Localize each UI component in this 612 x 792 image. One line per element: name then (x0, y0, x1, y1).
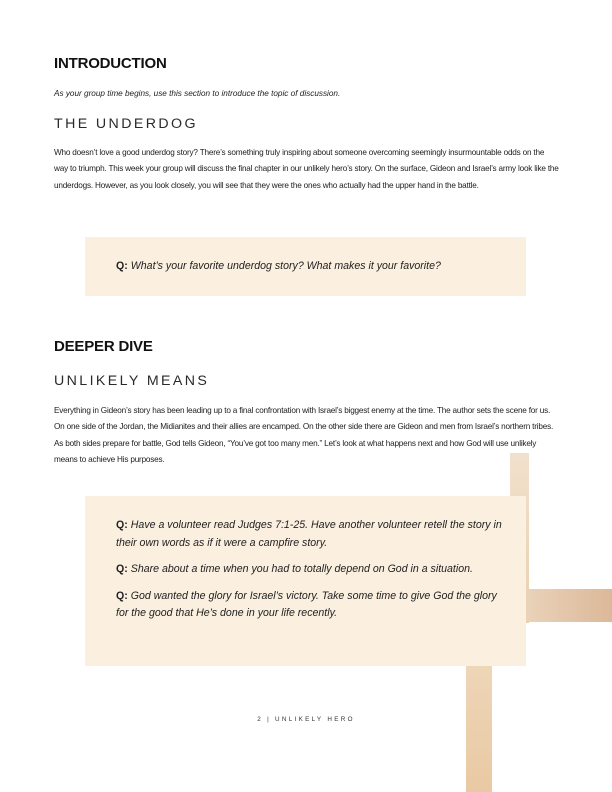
deeper-dive-title: DEEPER DIVE (54, 338, 153, 355)
question-text: Share about a time when you had to totally depend on God in a situation. (130, 563, 473, 575)
unlikely-means-subheading: UNLIKELY MEANS (54, 373, 210, 389)
intro-question-box (85, 237, 526, 296)
page-footer: 2 | UNLIKELY HERO (257, 716, 355, 723)
question-text: What’s your favorite underdog story? What makes it your favorite? (130, 260, 441, 272)
question-label: Q: (116, 260, 128, 272)
decorative-cross-bar-horizontal (512, 589, 612, 622)
deeper-dive-question-box (85, 496, 526, 666)
question-text: Have a volunteer read Judges 7:1-25. Have another volunteer retell the story in their own words as if it were a campfire story. (116, 519, 502, 549)
question-label: Q: (116, 589, 128, 602)
introduction-title: INTRODUCTION (54, 55, 167, 72)
question-item (116, 517, 502, 552)
question-item (116, 588, 502, 623)
underdog-paragraph: Who doesn’t love a good underdog story? There’s something truly inspiring about someone overcoming seemingly insurmountable odds on the way to triumph. This week your group will discuss the final chapter in our unlikely hero’s story. On the surface, Gideon and Israel’s army look like the underdogs. However, as you look closely, you will see that they were the ones who actually had the upper hand in the battle. (54, 148, 559, 190)
introduction-note: As your group time begins, use this section to introduce the topic of discussion. (54, 89, 341, 98)
question-label: Q: (116, 519, 128, 531)
question-label: Q: (116, 563, 128, 575)
question-text: God wanted the glory for Israel’s victory. Take some time to give God the glory for the good that He’s done in your life recently. (116, 589, 497, 619)
question-item (116, 561, 502, 579)
decorative-bar-bottom (466, 664, 492, 792)
underdog-subheading: THE UNDERDOG (54, 116, 198, 132)
question-item (116, 258, 502, 276)
unlikely-means-paragraph: Everything in Gideon’s story has been leading up to a final confrontation with Israel’s biggest enemy at the time. The author sets the scene for us. On one side of the Jordan, the Midianites and their allies are encamped. On the other side there are Gideon and men from Israel’s northern tribes. As both sides prepare for battle, God tells Gideon, “You’ve got too many men.” Let’s look at what happens next and how God will use unlikely means to achieve His purposes. (54, 406, 554, 464)
